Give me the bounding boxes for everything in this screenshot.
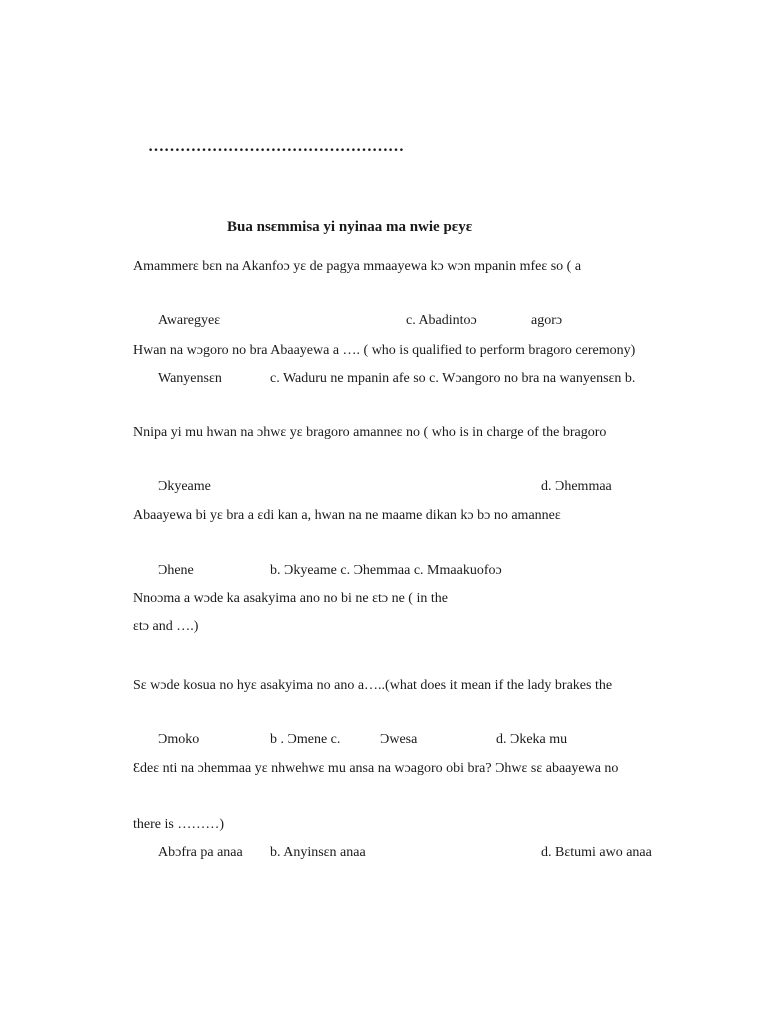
answer-line-dots: ………………………………………… — [148, 138, 404, 155]
question-1-option-2: c. Abadintoɔ — [406, 313, 477, 328]
question-6-option-4: d. Ɔkeka mu — [496, 732, 568, 747]
question-3-option-2: d. Ɔhemmaa — [541, 479, 612, 494]
question-5-text: Nnoɔma a wɔde ka asakyima ano no bi ne ɛtɔ ne ( in the — [133, 591, 448, 606]
question-3-text: Nnipa yi mu hwan na ɔhwɛ yɛ bragoro amanneɛ no ( who is in charge of the bragoro — [133, 425, 607, 440]
question-4-text: Abaayewa bi yɛ bra a ɛdi kan a, hwan na ne maame dikan kɔ bɔ no amanneɛ — [133, 508, 561, 523]
question-7-text-continued: there is ………) — [133, 817, 224, 832]
question-6-text: Sɛ wɔde kosua no hyɛ asakyima no ano a…..(what does it mean if the lady brakes the — [133, 678, 613, 693]
question-7-option-1: Abɔfra pa anaa — [158, 845, 243, 860]
question-1-text: Amammerɛ bɛn na Akanfoɔ yɛ de pagya mmaayewa kɔ wɔn mpanin mfeɛ so ( a — [133, 259, 582, 274]
question-7-text: Ɛdeɛ nti na ɔhemmaa yɛ nhwehwɛ mu ansa na wɔagoro obi bra? Ɔhwɛ sɛ abaayewa no — [133, 761, 619, 776]
question-2-option-2: c. Waduru ne mpanin afe so c. Wɔangoro no bra na wanyensɛn b. — [270, 371, 636, 386]
question-1-option-3: agorɔ — [531, 313, 563, 328]
question-1-option-1: Awaregyeɛ — [158, 313, 221, 328]
question-3-option-1: Ɔkyeame — [158, 479, 211, 494]
question-7-option-2: b. Anyinsɛn anaa — [270, 845, 366, 860]
question-6-option-2: b . Ɔmene c. — [270, 732, 341, 747]
question-5-text-continued: ɛtɔ and ….) — [133, 619, 199, 634]
question-2-option-1: Wanyensɛn — [158, 371, 222, 386]
question-7-option-3: d. Bɛtumi awo anaa — [541, 845, 652, 860]
question-4-option-1: Ɔhene — [158, 563, 194, 578]
question-4-option-2: b. Ɔkyeame c. Ɔhemmaa c. Mmaakuofoɔ — [270, 563, 502, 578]
question-6-option-1: Ɔmoko — [158, 732, 200, 747]
question-2-text: Hwan na wɔgoro no bra Abaayewa a …. ( who is qualified to perform bragoro ceremony) — [133, 343, 636, 358]
question-6-option-3: Ɔwesa — [380, 732, 418, 747]
page-title: Bua nsɛmmisa yi nyinaa ma nwie pɛyɛ — [227, 219, 473, 235]
